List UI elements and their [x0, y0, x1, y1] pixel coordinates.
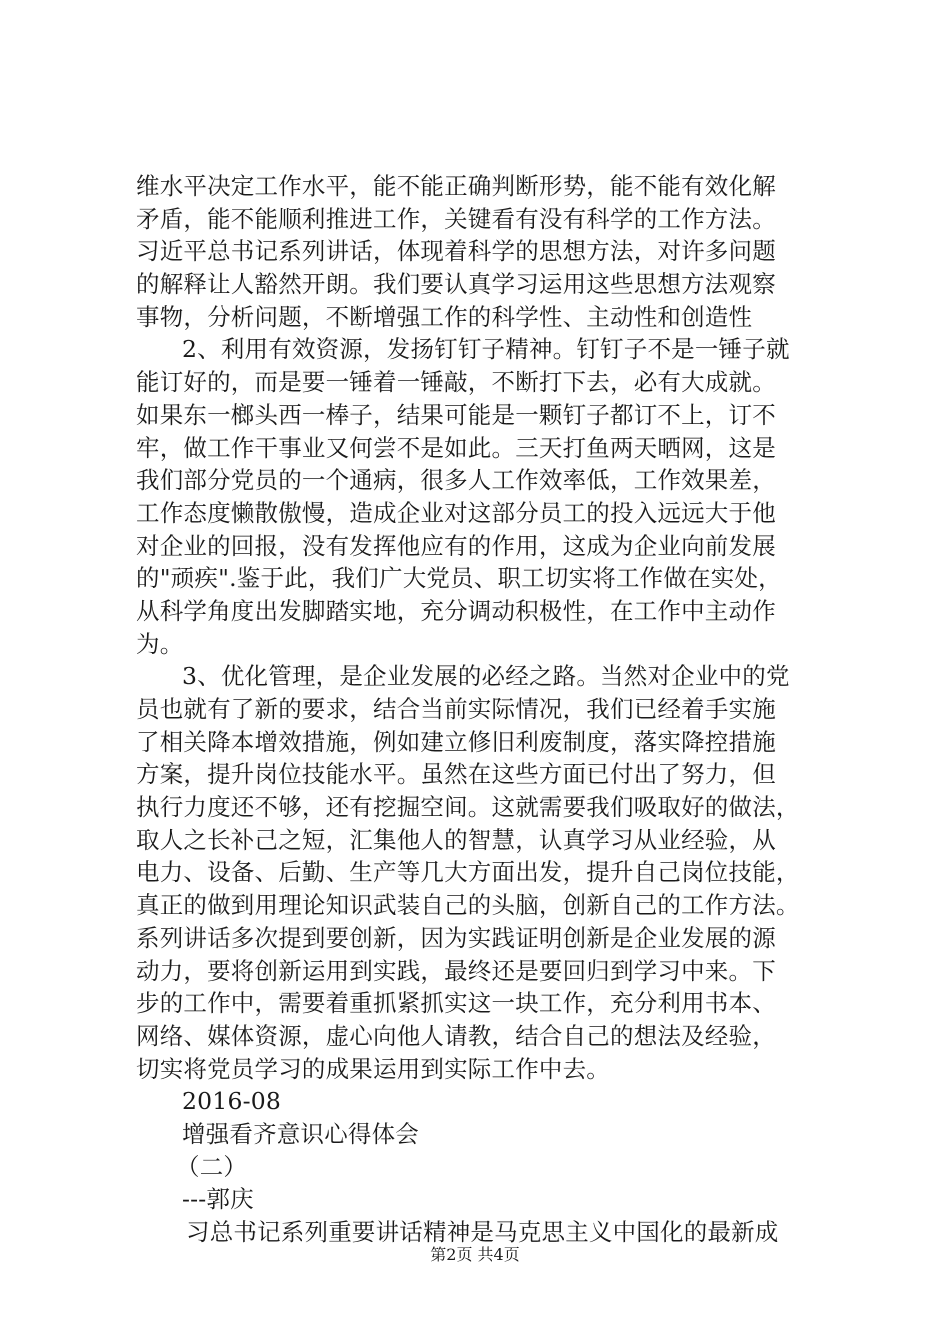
text-line: 网络、媒体资源，虚心向他人请教，结合自己的想法及经验， [136, 1021, 776, 1050]
text-line: 了相关降本增效措施，例如建立修旧利废制度，落实降控措施 [136, 727, 776, 756]
text-line: 执行力度还不够，还有挖掘空间。这就需要我们吸取好的做法， [136, 793, 800, 822]
page-footer: 第2页 共4页 [430, 1245, 520, 1264]
text-line: 对企业的回报，没有发挥他应有的作用，这成为企业向前发展 [136, 531, 776, 560]
text-line: 矛盾，能不能顺利推进工作，关键看有没有科学的工作方法。 [136, 204, 776, 233]
text-line: 从科学角度出发脚踏实地，充分调动积极性，在工作中主动作 [136, 596, 776, 625]
text-line: 切实将党员学习的成果运用到实际工作中去。 [136, 1054, 610, 1083]
text-line: 动力，要将创新运用到实践，最终还是要回归到学习中来。下 [136, 956, 776, 985]
text-line: 步的工作中，需要着重抓紧抓实这一块工作，充分利用书本、 [136, 989, 776, 1018]
text-line: 事物，分析问题，不断增强工作的科学性、主动性和创造性 [136, 302, 753, 331]
date-line: 2016-08 [182, 1087, 282, 1116]
text-line: 习总书记系列重要讲话精神是马克思主义中国化的最新成 [186, 1218, 779, 1246]
text-line: 牢，做工作干事业又何尝不是如此。三天打鱼两天晒网，这是 [136, 433, 776, 462]
text-line: 取人之长补己之短，汇集他人的智慧，认真学习从业经验，从 [136, 825, 776, 854]
text-line: 如果东一榔头西一棒子，结果可能是一颗钉子都订不上，订不 [136, 400, 776, 429]
text-line: 我们部分党员的一个通病，很多人工作效率低，工作效果差， [136, 466, 776, 495]
text-line: 方案，提升岗位技能水平。虽然在这些方面已付出了努力，但 [136, 760, 776, 789]
author-line: ---郭庆 [182, 1185, 254, 1214]
text-line: 工作态度懒散傲慢，造成企业对这部分员工的投入远远大于他 [136, 498, 776, 527]
text-line: 真正的做到用理论知识武装自己的头脑，创新自己的工作方法。 [136, 891, 800, 920]
section-number: （二） [176, 1152, 248, 1181]
text-line: 维水平决定工作水平，能不能正确判断形势，能不能有效化解 [136, 172, 776, 200]
text-line: 的"顽疾".鉴于此，我们广大党员、职工切实将工作做在实处， [136, 564, 782, 593]
text-line: 员也就有了新的要求，结合当前实际情况，我们已经着手实施 [136, 695, 776, 723]
text-line: 系列讲话多次提到要创新，因为实践证明创新是企业发展的源 [136, 923, 776, 952]
text-line: 的解释让人豁然开朗。我们要认真学习运用这些思想方法观察 [136, 270, 776, 299]
text-line: 为。 [136, 629, 184, 658]
text-line: 习近平总书记系列讲话，体现着科学的思想方法，对许多问题 [136, 237, 776, 266]
section-title: 增强看齐意识心得体会 [182, 1119, 419, 1148]
text-line: 电力、设备、后勤、生产等几大方面出发，提升自己岗位技能， [136, 858, 800, 887]
text-line: 3、优化管理，是企业发展的必经之路。当然对企业中的党 [182, 662, 790, 691]
text-line: 2、利用有效资源，发扬钉钉子精神。钉钉子不是一锤子就 [182, 335, 790, 364]
text-line: 能订好的，而是要一锤着一锤敲，不断打下去，必有大成就。 [136, 368, 776, 397]
document-body [136, 170, 836, 1249]
